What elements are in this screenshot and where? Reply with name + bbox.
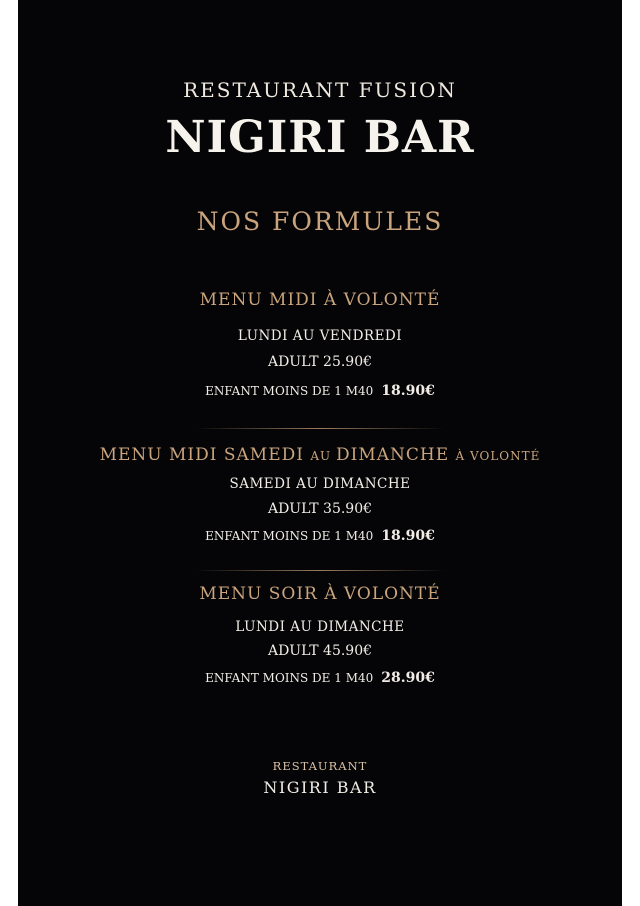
menu-adult-price-soir: ADULT 45.90€ (267, 643, 373, 659)
child-label: ENFANT MOINS DE 1 M40 (205, 671, 374, 685)
child-price: 18.90€ (381, 383, 435, 399)
child-price: 28.90€ (381, 670, 435, 686)
menu-days-weekend: SAMEDI AU DIMANCHE (229, 476, 411, 492)
menu-days-midi: LUNDI AU VENDREDI (237, 328, 403, 344)
menu-child-price-soir (18, 670, 622, 686)
menu-title-soir: MENU SOIR À VOLONTÉ (199, 584, 441, 604)
footer-label: RESTAURANT (272, 759, 368, 773)
menu-title-part: AU (310, 449, 336, 463)
divider (195, 428, 445, 429)
child-price: 18.90€ (381, 528, 435, 544)
menu-title-midi: MENU MIDI À VOLONTÉ (199, 290, 441, 310)
menu-title-weekend (18, 445, 622, 465)
menu-child-price-weekend (18, 528, 622, 544)
menu-days-soir: LUNDI AU DIMANCHE (235, 619, 405, 635)
divider (195, 570, 445, 571)
footer-restaurant-name: NIGIRI BAR (263, 778, 377, 797)
menu-adult-price-weekend: ADULT 35.90€ (267, 501, 373, 517)
child-label: ENFANT MOINS DE 1 M40 (205, 529, 374, 543)
restaurant-title: NIGIRI BAR (165, 112, 475, 163)
restaurant-subtitle: RESTAURANT FUSION (183, 78, 457, 102)
menu-child-price-midi (18, 383, 622, 399)
menu-adult-price-midi: ADULT 25.90€ (267, 354, 373, 370)
section-title: NOS FORMULES (196, 207, 444, 236)
menu-title-part: MENU MIDI SAMEDI (99, 445, 311, 465)
menu-page (18, 0, 622, 906)
menu-title-part: DIMANCHE (335, 445, 456, 465)
child-label: ENFANT MOINS DE 1 M40 (205, 384, 374, 398)
menu-title-part: À VOLONTÉ (455, 449, 541, 463)
